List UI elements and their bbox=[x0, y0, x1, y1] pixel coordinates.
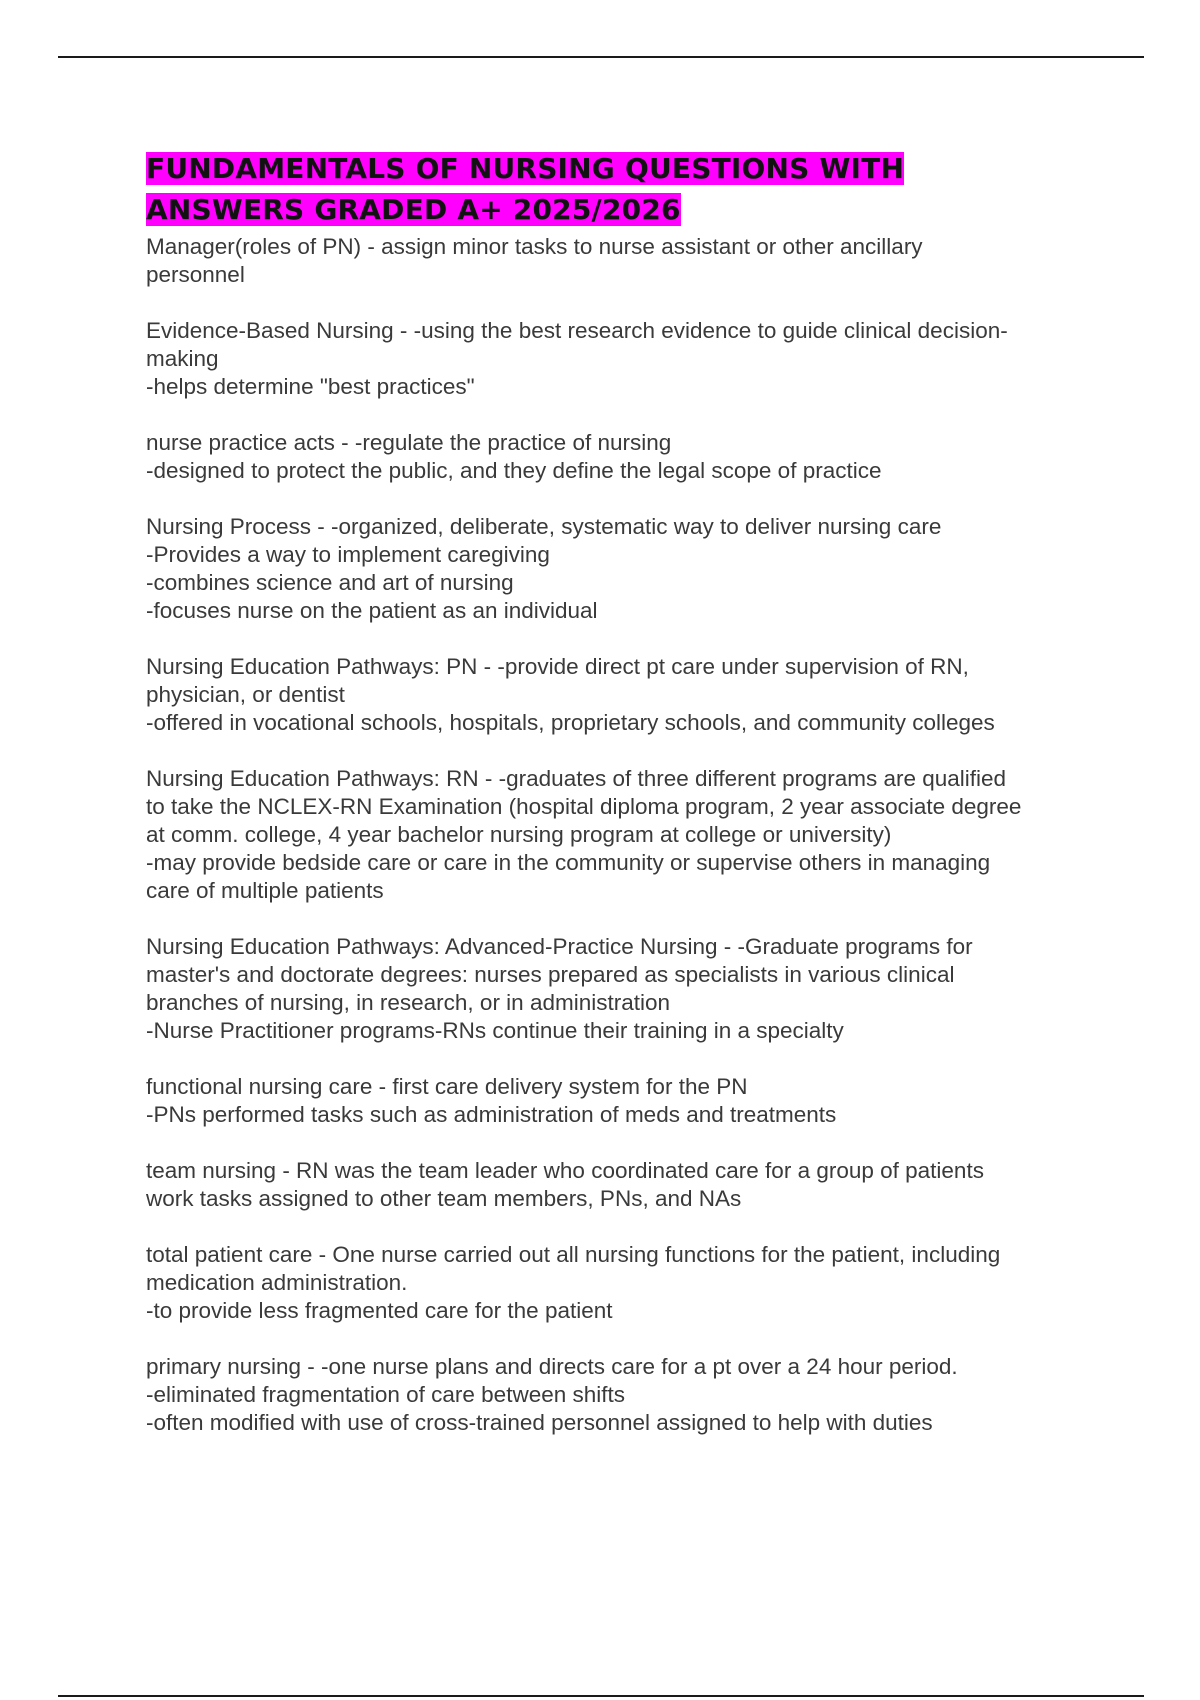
entry-line: master's and doctorate degrees: nurses prepared as specialists in various clinical bbox=[146, 962, 955, 987]
entry-line: nurse practice acts - -regulate the practice of nursing bbox=[146, 430, 672, 455]
entry-line: -helps determine "best practices" bbox=[146, 374, 475, 399]
entry-line: at comm. college, 4 year bachelor nursing program at college or university) bbox=[146, 822, 892, 847]
entry-line: team nursing - RN was the team leader who coordinated care for a group of patients bbox=[146, 1158, 984, 1183]
entry-line: Nursing Process - -organized, deliberate, systematic way to deliver nursing care bbox=[146, 514, 942, 539]
bottom-rule bbox=[58, 1695, 1144, 1697]
entry-line: Nursing Education Pathways: Advanced-Practice Nursing - -Graduate programs for bbox=[146, 934, 973, 959]
qa-entry-team-nursing bbox=[146, 1157, 1146, 1213]
entry-line: branches of nursing, in research, or in administration bbox=[146, 990, 671, 1015]
entry-line: -Provides a way to implement caregiving bbox=[146, 542, 550, 567]
top-rule bbox=[58, 56, 1144, 58]
qa-entry-manager-roles bbox=[146, 233, 1146, 289]
entry-line: -often modified with use of cross-trained personnel assigned to help with duties bbox=[146, 1410, 933, 1435]
qa-entry-education-pathways-rn bbox=[146, 765, 1146, 905]
entry-line: Manager(roles of PN) - assign minor tasks to nurse assistant or other ancillary bbox=[146, 234, 923, 259]
entry-line: physician, or dentist bbox=[146, 682, 345, 707]
entry-line: -focuses nurse on the patient as an individual bbox=[146, 598, 598, 623]
entry-line: -may provide bedside care or care in the community or supervise others in managing bbox=[146, 850, 991, 875]
qa-entry-education-pathways-advanced-practice bbox=[146, 933, 1146, 1045]
entry-line: -Nurse Practitioner programs-RNs continue their training in a specialty bbox=[146, 1018, 844, 1043]
document-title-line-2: ANSWERS GRADED A+ 2025/2026 bbox=[146, 193, 681, 226]
entry-line: -eliminated fragmentation of care between shifts bbox=[146, 1382, 626, 1407]
qa-entry-nursing-process bbox=[146, 513, 1146, 625]
qa-entry-nurse-practice-acts bbox=[146, 429, 1146, 485]
document-title-line-1: FUNDAMENTALS OF NURSING QUESTIONS WITH bbox=[146, 152, 905, 185]
entry-line: care of multiple patients bbox=[146, 878, 384, 903]
entry-line: total patient care - One nurse carried out all nursing functions for the patient, including bbox=[146, 1242, 1001, 1267]
entry-line: Nursing Education Pathways: RN - -graduates of three different programs are qualified bbox=[146, 766, 1007, 791]
document-body bbox=[146, 148, 1146, 1465]
qa-entry-evidence-based-nursing bbox=[146, 317, 1146, 401]
entry-line: medication administration. bbox=[146, 1270, 408, 1295]
entry-line: Evidence-Based Nursing - -using the best research evidence to guide clinical decision- bbox=[146, 318, 1008, 343]
entry-line: personnel bbox=[146, 262, 245, 287]
entry-line: work tasks assigned to other team members, PNs, and NAs bbox=[146, 1186, 742, 1211]
entry-line: to take the NCLEX-RN Examination (hospital diploma program, 2 year associate degree bbox=[146, 794, 1022, 819]
entry-line: -to provide less fragmented care for the patient bbox=[146, 1298, 613, 1323]
document-title bbox=[146, 148, 1146, 230]
entry-line: Nursing Education Pathways: PN - -provide direct pt care under supervision of RN, bbox=[146, 654, 969, 679]
entry-line: -combines science and art of nursing bbox=[146, 570, 514, 595]
qa-entry-total-patient-care bbox=[146, 1241, 1146, 1325]
entry-line: making bbox=[146, 346, 219, 371]
qa-entry-functional-nursing-care bbox=[146, 1073, 1146, 1129]
entry-line: -PNs performed tasks such as administration of meds and treatments bbox=[146, 1102, 837, 1127]
entry-line: functional nursing care - first care delivery system for the PN bbox=[146, 1074, 748, 1099]
entry-line: -offered in vocational schools, hospitals, proprietary schools, and community colleges bbox=[146, 710, 995, 735]
qa-entry-education-pathways-pn bbox=[146, 653, 1146, 737]
qa-entry-primary-nursing bbox=[146, 1353, 1146, 1437]
entry-line: primary nursing - -one nurse plans and directs care for a pt over a 24 hour period. bbox=[146, 1354, 958, 1379]
entry-line: -designed to protect the public, and they define the legal scope of practice bbox=[146, 458, 882, 483]
qa-entries bbox=[146, 233, 1146, 1437]
